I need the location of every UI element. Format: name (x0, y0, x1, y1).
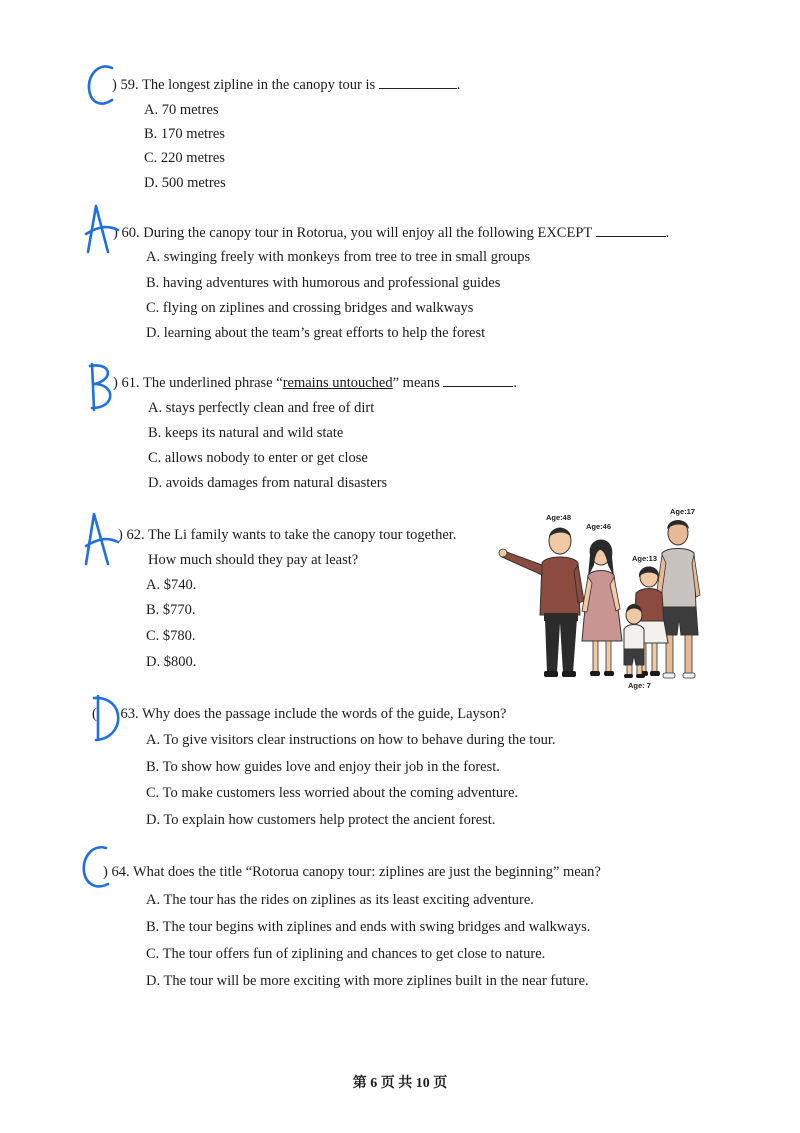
question-number: 64 (111, 864, 126, 880)
handwritten-answer-64 (78, 840, 118, 896)
option-63-b: B. To show how guides love and enjoy their job in the forest. (146, 759, 500, 775)
age-label-mother: Age:46 (586, 522, 612, 531)
question-text-start: The underlined phrase “ (142, 375, 283, 391)
question-number: 62 (126, 527, 141, 543)
option-59-c: C. 220 metres (144, 150, 225, 166)
question-text: What does the title “Rotorua canopy tour: ziplines are just the beginning” mean? (132, 864, 601, 880)
period: . (456, 77, 461, 93)
paren: ) (103, 864, 108, 880)
option-61-d: D. avoids damages from natural disasters (148, 475, 388, 491)
paren: ) (112, 77, 117, 93)
father-figure (499, 528, 584, 677)
mother-figure (582, 540, 622, 677)
age-label-boy: Age: 7 (628, 681, 651, 690)
age-label-girl: Age:13 (632, 554, 658, 563)
option-63-c: C. To make customers less worried about the coming adventure. (146, 785, 519, 801)
option-61-a: A. stays perfectly clean and free of dirt (148, 400, 375, 416)
paren: ( (92, 706, 97, 722)
option-60-b: B. having adventures with humorous and professional guides (146, 275, 501, 291)
paren: ) (113, 375, 118, 391)
question-64: ) 64. What does the title “Rotorua canopy tour: ziplines are just the beginning” mean? (103, 864, 601, 880)
option-64-a: A. The tour has the rides on ziplines as its least exciting adventure. (146, 892, 534, 908)
option-64-b: B. The tour begins with ziplines and ends with swing bridges and walkways. (146, 919, 591, 935)
answer-blank (443, 376, 513, 387)
period: . (513, 375, 517, 391)
period: . (665, 225, 670, 241)
option-60-c: C. flying on ziplines and crossing bridges and walkways (146, 300, 474, 316)
question-text: The longest zipline in the canopy tour is (141, 77, 376, 93)
boy-figure (624, 604, 645, 678)
handwritten-answer-60 (82, 200, 126, 256)
option-61-b: B. keeps its natural and wild state (148, 425, 344, 441)
question-number: 61 (121, 375, 136, 391)
option-62-b: B. $770. (146, 602, 196, 618)
handwritten-answer-62 (80, 508, 124, 568)
handwritten-answer-61 (82, 358, 122, 416)
question-number: 59 (120, 77, 135, 93)
age-label-father: Age:48 (546, 513, 572, 522)
question-59: ) 59. The longest zipline in the canopy tour is . (112, 77, 461, 93)
question-text: The Li family wants to take the canopy tour together. (147, 527, 457, 543)
option-64-d: D. The tour will be more exciting with more ziplines built in the near future. (146, 973, 589, 989)
option-63-a: A. To give visitors clear instructions on how to behave during the tour. (146, 732, 556, 748)
page-footer: 第 6 页 共 10 页 (352, 1076, 448, 1091)
option-59-d: D. 500 metres (144, 175, 226, 191)
option-59-a: A. 70 metres (144, 102, 219, 118)
question-text: Why does the passage include the words of the guide, Layson? (141, 706, 507, 722)
question-text-end: ” means (392, 375, 440, 391)
question-number: 60 (121, 225, 136, 241)
option-60-a: A. swinging freely with monkeys from tree to tree in small groups (146, 249, 531, 265)
question-63: ( 63. Why does the passage include the words of the guide, Layson? (92, 706, 507, 722)
answer-blank (379, 78, 457, 89)
question-text: During the canopy tour in Rotorua, you will enjoy all the following EXCEPT (143, 225, 592, 241)
question-62: ) 62. The Li family wants to take the canopy tour together. (118, 527, 457, 543)
option-61-c: C. allows nobody to enter or get close (148, 450, 368, 466)
handwritten-answer-63 (86, 690, 130, 748)
paren: ) (113, 225, 118, 241)
option-64-c: C. The tour offers fun of ziplining and chances to get close to nature. (146, 946, 546, 962)
option-62-a: A. $740. (146, 577, 197, 593)
underlined-phrase: remains untouched (282, 375, 393, 391)
question-60: ) 60. During the canopy tour in Rotorua, you will enjoy all the following EXCEPT . (113, 225, 670, 241)
question-number: 63 (120, 706, 135, 722)
option-62-d: D. $800. (146, 654, 197, 670)
option-60-d: D. learning about the team’s great efforts to help the forest (146, 325, 486, 341)
family-illustration (498, 505, 713, 690)
age-label-teen: Age:17 (670, 507, 696, 516)
answer-blank (596, 226, 666, 237)
question-61: ) 61. The underlined phrase “remains untouched” means . (113, 375, 517, 391)
option-62-c: C. $780. (146, 628, 196, 644)
option-63-d: D. To explain how customers help protect the ancient forest. (146, 812, 496, 828)
handwritten-answer-59 (82, 60, 122, 115)
question-62-line2: How much should they pay at least? (148, 552, 359, 568)
option-59-b: B. 170 metres (144, 126, 225, 142)
paren: ) (118, 527, 123, 543)
